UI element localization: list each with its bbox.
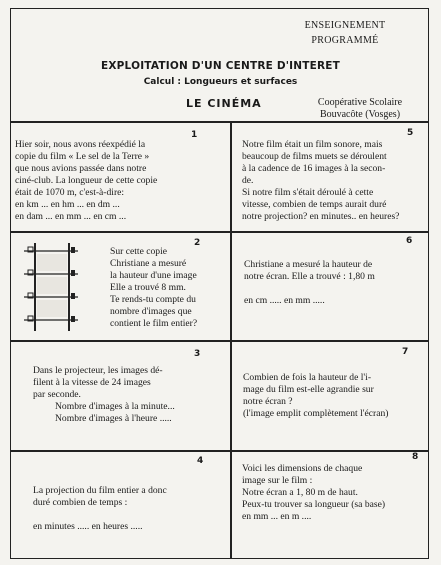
- page-title: EXPLOITATION D'UN CENTRE D'INTERET: [100, 60, 341, 72]
- cell-line: par seconde.: [33, 389, 81, 400]
- header-line-1: ENSEIGNEMENT: [304, 20, 386, 31]
- cell-line: en cm ..... en mm .....: [244, 295, 325, 306]
- film-sound-mark: [71, 316, 75, 322]
- page-subtitle: Calcul : Longueurs et surfaces: [143, 77, 298, 87]
- cell-line: Si notre film s'était déroulé à cette: [242, 187, 374, 198]
- cell-line: [244, 283, 375, 295]
- coop-line-2: Bouvacôte (Vosges): [319, 109, 401, 120]
- cell-line: Nombre d'images à la minute...: [55, 401, 175, 412]
- cell-line: la hauteur d'une image: [110, 270, 197, 281]
- cell-number-2: 2: [194, 238, 201, 248]
- cell-line: Nombre d'images à l'heure .....: [55, 413, 172, 424]
- cell-line: copie du film « Le sel de la Terre »: [15, 151, 150, 162]
- cell-line: Elle a trouvé 8 mm.: [110, 282, 186, 293]
- cell-number-1: 1: [191, 130, 198, 140]
- cell-line: Sur cette copie: [110, 246, 168, 257]
- cell-line: était de 1070 m, c'est-à-dire:: [15, 187, 125, 198]
- cell-line: notre écran. Elle a trouvé : 1,80 m: [244, 271, 375, 282]
- cell-line: filent à la vitesse de 24 images: [33, 377, 151, 388]
- cell-line: Dans le projecteur, les images dé-: [33, 365, 163, 376]
- film-sound-mark: [71, 293, 75, 299]
- cell-line: Te rends-tu compte du: [110, 294, 196, 305]
- cell-line: vitesse, combien de temps aurait duré: [242, 199, 387, 210]
- cell-line: La projection du film entier a donc: [33, 485, 167, 496]
- cell-number-3: 3: [194, 349, 201, 359]
- cell-line: mage du film est-elle agrandie sur: [243, 384, 374, 395]
- exercise-cell-3: [33, 365, 175, 425]
- exercise-cell-8: [242, 463, 385, 523]
- cell-line: Christiane a mesuré: [110, 258, 187, 269]
- cell-number-8: 8: [412, 452, 419, 462]
- film-frame: [37, 254, 67, 271]
- cell-line: en minutes ..... en heures .....: [33, 521, 143, 532]
- cell-line: notre projection? en minutes.. en heures?: [242, 211, 400, 222]
- grid-line-row-3: [10, 450, 429, 452]
- cell-line: à la cadence de 16 images à la secon-: [242, 163, 386, 174]
- film-sound-mark: [71, 247, 75, 253]
- exercise-cell-1: [15, 139, 157, 223]
- cell-line: Peux-tu trouver sa longueur (sa base): [242, 499, 386, 510]
- grid-line-row-2: [10, 340, 429, 342]
- cell-line: image sur le film :: [242, 475, 313, 486]
- cell-line: Hier soir, nous avons réexpédié la: [15, 139, 146, 150]
- exercise-cell-2: [110, 246, 197, 330]
- cell-line: nombre d'images que: [110, 306, 192, 317]
- grid-line-row-1: [10, 231, 429, 233]
- header-label: [290, 18, 400, 48]
- film-frame: [37, 300, 67, 317]
- cell-line: notre écran ?: [243, 396, 293, 407]
- cell-line: contient le film entier?: [110, 318, 198, 329]
- cell-line: Voici les dimensions de chaque: [242, 463, 363, 474]
- film-edge-left: [34, 243, 36, 331]
- cell-line: de.: [242, 175, 254, 186]
- cell-line: en km ... en hm ... en dm ...: [15, 199, 120, 210]
- cell-line: Notre écran a 1, 80 m de haut.: [242, 487, 358, 498]
- cell-line: [33, 509, 167, 521]
- cell-line: ciné-club. La longueur de cette copie: [15, 175, 158, 186]
- exercise-cell-5: [242, 139, 399, 223]
- topic-heading: LE CINÉMA: [186, 97, 262, 110]
- cell-line: beaucoup de films muets se déroulent: [242, 151, 387, 162]
- cell-line: que nous avions passée dans notre: [15, 163, 147, 174]
- cooperative-label: [305, 97, 415, 121]
- exercise-cell-4: [33, 485, 167, 533]
- film-strip-illustration: [22, 241, 80, 333]
- cell-number-5: 5: [407, 128, 414, 138]
- cell-line: duré combien de temps :: [33, 497, 128, 508]
- cell-line: Christiane a mesuré la hauteur de: [244, 259, 373, 270]
- film-frame: [37, 277, 67, 294]
- exercise-cell-6: [244, 259, 375, 307]
- cell-line: Notre film était un film sonore, mais: [242, 139, 383, 150]
- cell-line: Combien de fois la hauteur de l'i-: [243, 372, 372, 383]
- cell-number-6: 6: [406, 236, 413, 246]
- cell-number-7: 7: [402, 347, 409, 357]
- cell-line: en mm ... en m ....: [242, 511, 312, 522]
- coop-line-1: Coopérative Scolaire: [317, 97, 403, 108]
- cell-line: (l'image emplit complètement l'écran): [243, 408, 389, 419]
- grid-line-top: [10, 121, 429, 123]
- film-sound-mark: [71, 270, 75, 276]
- exercise-cell-7: [243, 372, 388, 420]
- film-edge-right: [68, 243, 70, 331]
- cell-number-4: 4: [197, 456, 204, 466]
- cell-line: en dam ... en mm ... en cm ...: [15, 211, 127, 222]
- header-line-2: PROGRAMMÉ: [311, 35, 379, 46]
